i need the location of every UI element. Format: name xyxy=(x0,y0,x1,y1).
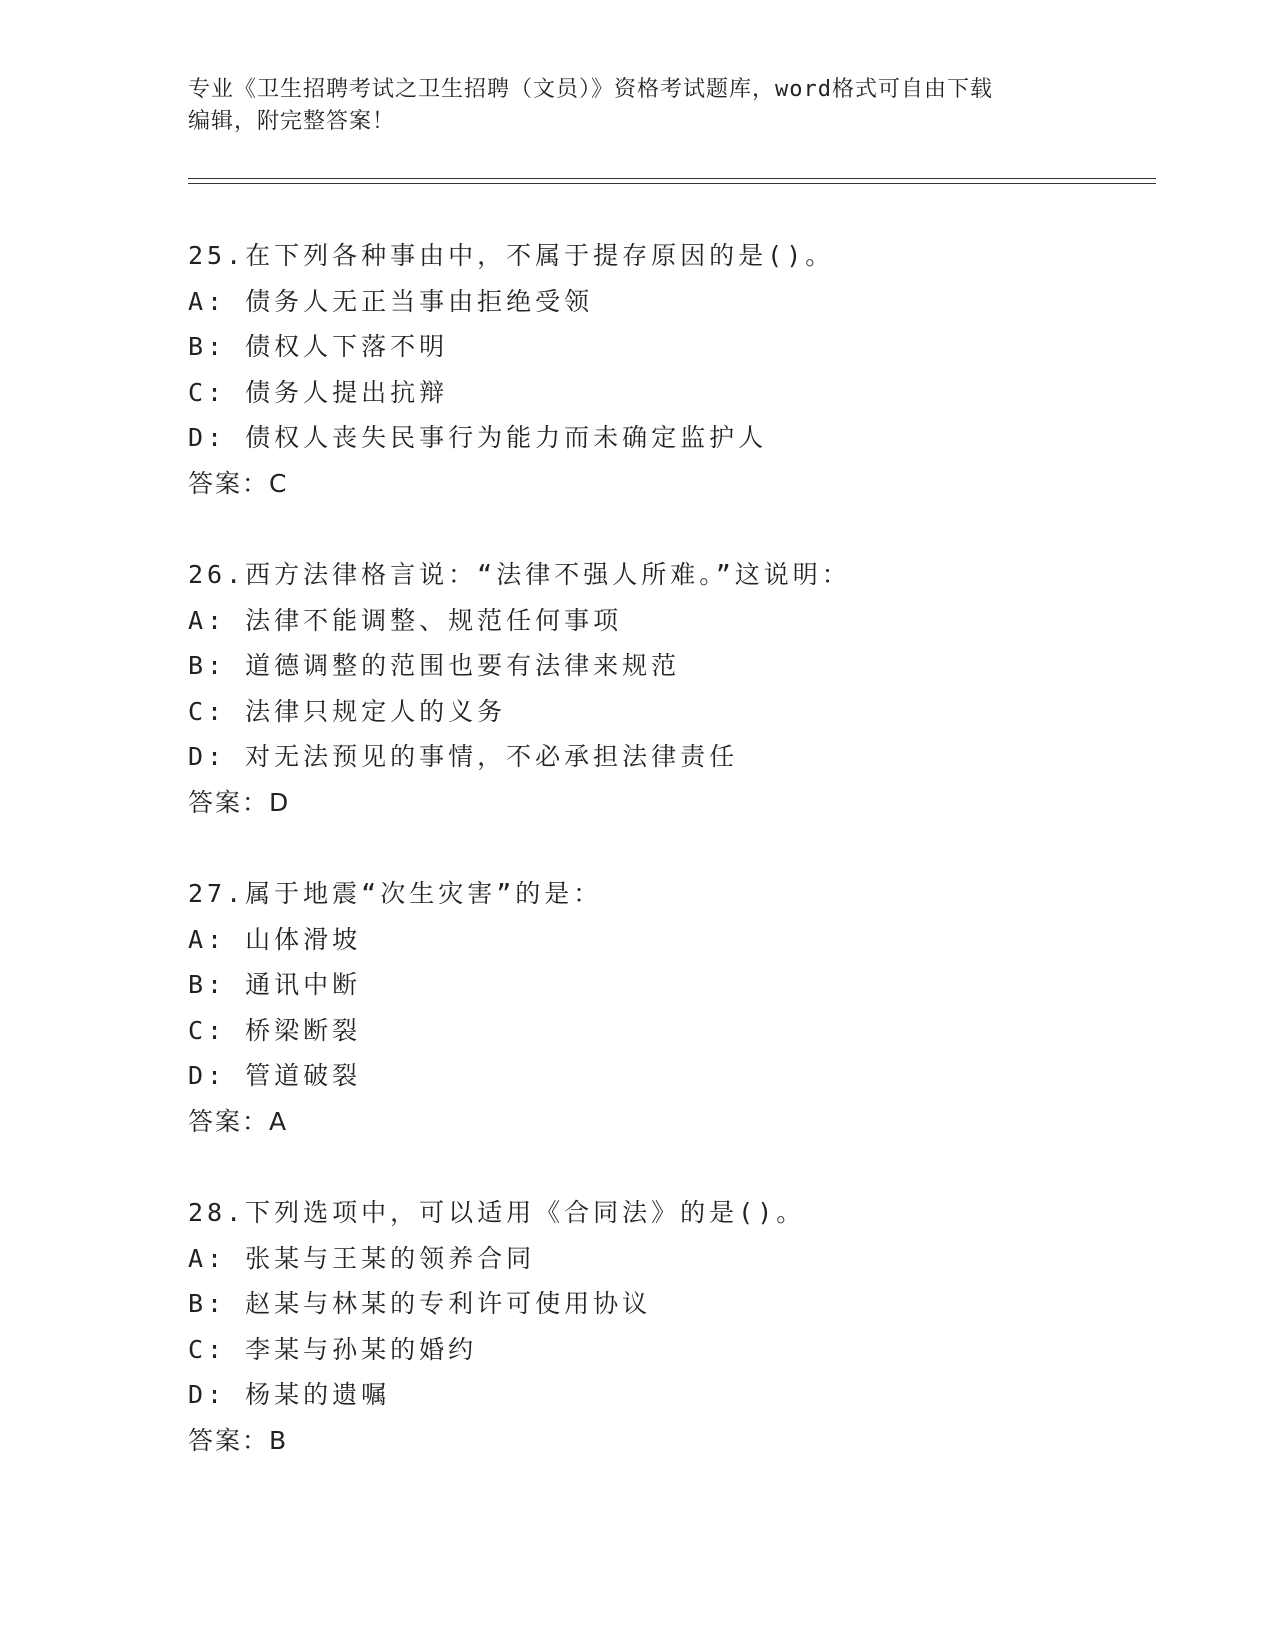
option-b: B: 债权人下落不明 xyxy=(188,332,449,361)
header-line-2: 编辑，附完整答案！ xyxy=(188,109,396,134)
question-block xyxy=(188,233,1148,506)
option-d: D: 对无法预见的事情，不必承担法律责任 xyxy=(188,742,739,771)
header-line-1: 专业《卫生招聘考试之卫生招聘（文员）》资格考试题库，word格式可自由下载 xyxy=(188,77,993,102)
question-stem: 27.属于地震“次生灾害”的是： xyxy=(188,879,603,908)
answer-line: 答案：D xyxy=(188,787,291,817)
option-b: B: 通讯中断 xyxy=(188,970,362,999)
answer-line: 答案：C xyxy=(188,468,289,498)
question-block xyxy=(188,1190,1148,1463)
question-block xyxy=(188,871,1148,1144)
document-header xyxy=(188,74,1088,138)
option-b: B: 赵某与林某的专利许可使用协议 xyxy=(188,1289,652,1318)
header-divider-top xyxy=(188,178,1156,179)
option-d: D: 杨某的遗嘱 xyxy=(188,1380,391,1409)
answer-line: 答案：B xyxy=(188,1425,289,1455)
question-stem: 26.西方法律格言说：“法律不强人所难。”这说明： xyxy=(188,560,851,589)
option-c: C: 法律只规定人的义务 xyxy=(188,696,507,726)
option-b: B: 道德调整的范围也要有法律来规范 xyxy=(188,651,681,680)
option-a: A: 法律不能调整、规范任何事项 xyxy=(188,605,623,635)
option-a: A: 山体滑坡 xyxy=(188,924,362,954)
option-c: C: 李某与孙某的婚约 xyxy=(188,1334,478,1364)
option-c: C: 桥梁断裂 xyxy=(188,1015,362,1045)
question-stem: 28.下列选项中，可以适用《合同法》的是()。 xyxy=(188,1198,806,1227)
option-d: D: 债权人丧失民事行为能力而未确定监护人 xyxy=(188,423,768,452)
question-block xyxy=(188,552,1148,825)
question-stem: 25.在下列各种事由中，不属于提存原因的是()。 xyxy=(188,241,835,270)
header-divider-bottom xyxy=(188,183,1156,184)
option-d: D: 管道破裂 xyxy=(188,1061,362,1090)
answer-line: 答案：A xyxy=(188,1106,289,1136)
option-a: A: 债务人无正当事由拒绝受领 xyxy=(188,286,594,316)
option-c: C: 债务人提出抗辩 xyxy=(188,377,449,407)
option-a: A: 张某与王某的领养合同 xyxy=(188,1243,536,1273)
